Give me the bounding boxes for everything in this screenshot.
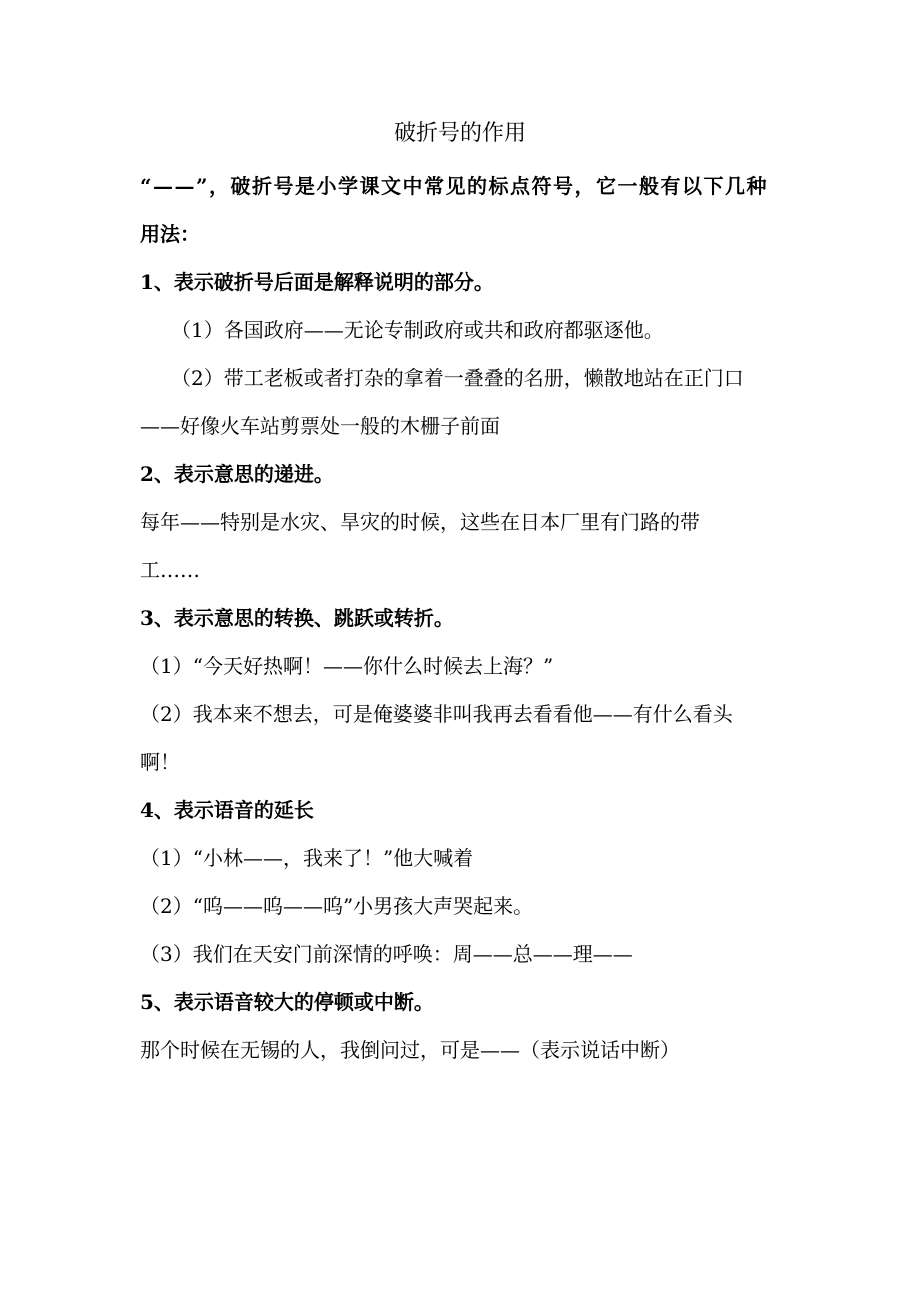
section-4-line-2: （2）“呜——呜——呜”小男孩大声哭起来。: [140, 894, 534, 918]
section-3-heading: 3、表示意思的转换、跳跃或转折。: [140, 606, 454, 630]
section-3-line-3: 啊！: [140, 750, 180, 774]
section-5-line-1: 那个时候在无锡的人，我倒问过，可是——（表示说话中断）: [140, 1038, 680, 1062]
section-3-line-2: （2）我本来不想去，可是俺婆婆非叫我再去看看他——有什么看头: [140, 702, 733, 726]
section-3-line-1: （1）“今天好热啊！——你什么时候去上海？”: [140, 654, 554, 678]
intro-line-2: 用法：: [140, 222, 200, 246]
page-title: 破折号的作用: [393, 121, 526, 146]
section-5-heading: 5、表示语音较大的停顿或中断。: [140, 990, 434, 1014]
section-2-line-2: 工……: [140, 558, 200, 582]
section-1-heading: 1、表示破折号后面是解释说明的部分。: [140, 270, 494, 294]
section-2-heading: 2、表示意思的递进。: [140, 462, 334, 486]
section-4-line-1: （1）“小林——，我来了！”他大喊着: [140, 846, 474, 870]
intro-line-1: “——”，破折号是小学课文中常见的标点符号，它一般有以下几种: [140, 174, 769, 198]
section-4-line-3: （3）我们在天安门前深情的呼唤：周——总——理——: [140, 942, 633, 966]
section-1-line-3: ——好像火车站剪票处一般的木栅子前面: [140, 414, 500, 438]
section-4-heading: 4、表示语音的延长: [140, 798, 314, 822]
section-1-line-1: （1）各国政府——无论专制政府或共和政府都驱逐他。: [171, 318, 664, 342]
section-1-line-2: （2）带工老板或者打杂的拿着一叠叠的名册，懒散地站在正门口: [171, 366, 744, 390]
section-2-line-1: 每年——特别是水灾、旱灾的时候，这些在日本厂里有门路的带: [140, 510, 700, 534]
